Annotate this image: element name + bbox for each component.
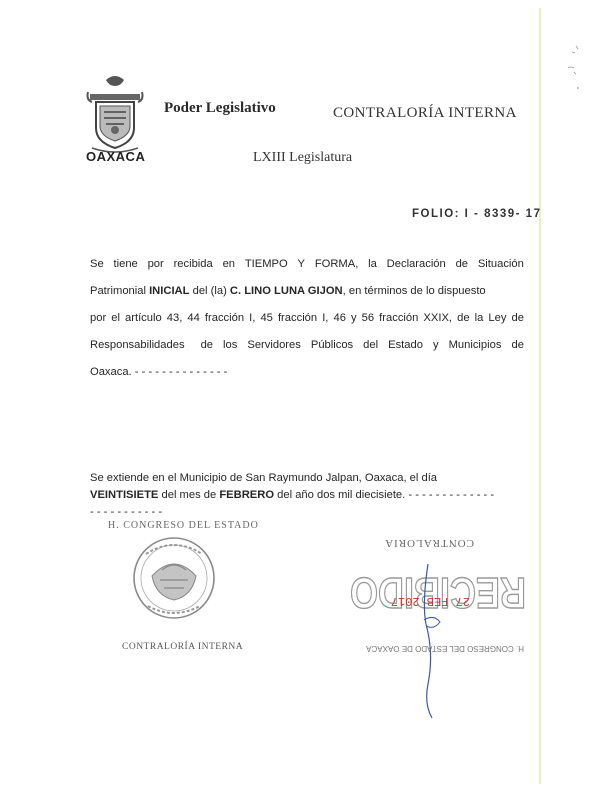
- declaration-line-5: Oaxaca. - - - - - - - - - - - - - -: [90, 366, 228, 378]
- word: 46: [333, 312, 346, 324]
- word: 45: [260, 312, 273, 324]
- word: por: [147, 258, 164, 270]
- word: Estado: [388, 339, 423, 351]
- margin-line: [539, 8, 541, 784]
- seal-caption: CONTRALORÍA INTERNA: [122, 642, 244, 652]
- word: y: [432, 339, 439, 351]
- seal-arc-text: H. CONGRESO DEL ESTADO: [108, 520, 259, 531]
- declarant-name: C. LINO LUNA GIJON: [229, 285, 343, 297]
- word: en: [222, 258, 236, 270]
- word: Responsabilidades: [90, 339, 185, 351]
- word: Públicos: [310, 339, 354, 351]
- word: por: [90, 312, 107, 324]
- word: XXIX,: [423, 312, 453, 324]
- word: recibida: [173, 258, 213, 270]
- stamp-top-text: CONTRALORIA: [384, 537, 474, 549]
- stamp-date: 27 FEB 2017: [390, 594, 470, 608]
- word: de: [455, 258, 469, 270]
- word: Municipios: [448, 339, 502, 351]
- word: Y: [297, 258, 305, 270]
- declaration-line-4: [90, 339, 524, 351]
- word: I,: [249, 312, 256, 324]
- congress-seal: [108, 514, 278, 654]
- word: de: [511, 312, 524, 324]
- word: la: [368, 258, 377, 270]
- word: 56: [361, 312, 375, 324]
- word: 44: [187, 312, 200, 324]
- word: artículo: [125, 312, 162, 324]
- signature: [400, 560, 460, 720]
- word: I,: [322, 312, 329, 324]
- word: y: [351, 312, 357, 324]
- day-text: VEINTISIETE: [90, 489, 159, 501]
- declaration-line-3: [90, 312, 524, 324]
- month-text: FEBRERO: [219, 489, 275, 501]
- place-line: Se extiende en el Municipio de San Raymundo Jalpan, Oaxaca, el día: [90, 472, 438, 484]
- word: Ley: [488, 312, 507, 324]
- word: fracción: [277, 312, 318, 324]
- word: de: [511, 339, 524, 351]
- word: Declaración: [386, 258, 446, 270]
- word: el: [111, 312, 120, 324]
- state-name: OAXACA: [86, 149, 146, 164]
- date-line: VEINTISIETE del mes de FEBRERO del año dos mil diecisiete. - - - - - - - - - - - - -: [90, 489, 495, 501]
- word: TIEMPO: [244, 258, 288, 270]
- stamp-bottom-text: H. CONGRESO DEL ESTADO DE OAXACA: [366, 644, 524, 653]
- stamp-received-text: RECIBIDO: [350, 568, 526, 617]
- word: del: [363, 339, 379, 351]
- folio-number: FOLIO: I - 8339- 17: [412, 208, 542, 220]
- margin-marks: [562, 42, 592, 102]
- word: de: [200, 339, 214, 351]
- word: fracción: [379, 312, 419, 324]
- declaration-line-1: [90, 258, 524, 270]
- declaration-line-2: Patrimonial INICIAL del (la) C. LINO LUNA GIJON, en términos de lo dispuesto: [90, 285, 486, 297]
- word: 43,: [166, 312, 183, 324]
- legislature-title: LXIII Legislatura: [253, 150, 353, 165]
- branch-title: Poder Legislativo: [164, 100, 276, 116]
- word: fracción: [204, 312, 245, 324]
- word: Se: [90, 258, 104, 270]
- word: los: [223, 339, 238, 351]
- declaration-type: INICIAL: [149, 285, 190, 297]
- word: de: [457, 312, 470, 324]
- word: tiene: [113, 258, 138, 270]
- dash-line: - - - - - - - - - - -: [90, 506, 163, 518]
- office-title: CONTRALORÍA INTERNA: [333, 105, 517, 121]
- word: Servidores: [247, 339, 301, 351]
- word: Situación: [477, 258, 524, 270]
- word: FORMA,: [314, 258, 359, 270]
- oaxaca-coat-of-arms-logo: [84, 72, 146, 154]
- word: la: [474, 312, 484, 324]
